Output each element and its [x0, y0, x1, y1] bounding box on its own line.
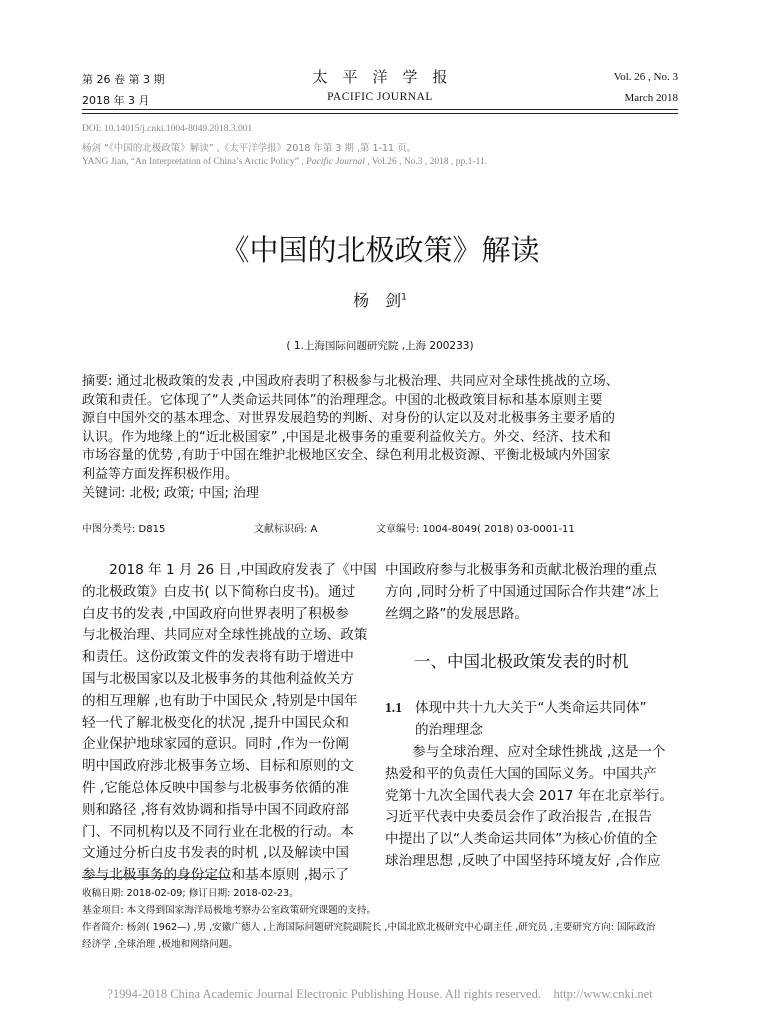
citation-en-suffix: , Vol.26 , No.3 , 2018 , pp.1-11. [364, 157, 488, 167]
body-line: 党第十九次全国代表大会 2017 年在北京举行。 [385, 787, 673, 804]
abstract [82, 373, 619, 503]
subsection-title-line: 的治理理念 [415, 721, 483, 738]
author-affiliation-marker: 1 [401, 292, 407, 303]
header-rule [82, 109, 678, 110]
body-line: 的相互理解 ,也有助于中国民众 ,特别是中国年 [82, 692, 358, 709]
copyright-footer: ?1994-2018 China Academic Journal Electronic Publishing House. All rights reserved. http://www.cnki.net [107, 987, 653, 1001]
abstract-line: 摘要: 通过北极政策的发表 ,中国政府表明了积极参与北极治理、共同应对全球性挑战的立场、 [82, 374, 619, 389]
footnote-received: 收稿日期: 2018-02-09; 修订日期: 2018-02-23。 [82, 888, 299, 899]
doi[interactable]: DOI: 10.14015/j.cnki.1004-8049.2018.3.001 [82, 124, 253, 134]
body-line: 白皮书的发表 ,中国政府向世界表明了积极参 [82, 605, 349, 622]
keywords: 关键词: 北极; 政策; 中国; 治理 [82, 485, 260, 501]
header-rule-thin [82, 113, 678, 114]
journal-title-en: PACIFIC JOURNAL [327, 91, 433, 103]
body-line: 明中国政府涉北极事务立场、目标和原则的文 [82, 758, 354, 775]
body-line: 国与北极国家以及北极事务的其他利益攸关方 [82, 670, 354, 687]
right-column [385, 560, 675, 625]
body-line: 轻一代了解北极变化的状况 ,提升中国民众和 [82, 714, 349, 731]
abstract-line: 认识。作为地缘上的“近北极国家” ,中国是北极事务的重要利益攸关方。外交、经济、技术和 [82, 429, 611, 445]
date-cn: 2018 年 3 月 [82, 94, 150, 107]
abstract-line: 源自中国外交的基本理念、对世界发展趋势的判断、对身份的认定以及对北极事务主要矛盾的 [82, 411, 616, 427]
body-line: 参与全球治理、应对全球性挑战 ,这是一个 [385, 744, 666, 760]
subsection-heading [385, 697, 647, 742]
volume-issue-cn: 第 26 卷 第 3 期 [82, 73, 165, 86]
body-line: 企业保护地球家园的意识。同时 ,作为一份阐 [82, 736, 349, 753]
footnote-rule [82, 877, 230, 878]
footnotes [82, 885, 655, 953]
body-line: 则和路径 ,将有效协调和指导中国不同政府部 [82, 801, 349, 818]
body-line: 2018 年 1 月 26 日 ,中国政府发表了《中国 [82, 562, 377, 578]
body-line: 球治理思想 ,反映了中国坚持环境友好 ,合作应 [385, 852, 661, 869]
body-line: 习近平代表中央委员会作了政治报告 ,在报告 [385, 809, 652, 826]
footnote-author-bio: 作者简介: 杨剑( 1962—) ,男 ,安徽广德人 ,上海国际问题研究院副院长 ,中国北欧北极研究中心副主任 ,研究员 ,主要研究方向: 国际政治 [82, 922, 656, 933]
citation-en [82, 157, 487, 167]
abstract-line: 政策和责任。它体现了“人类命运共同体”的治理理念。中国的北极政策目标和基本原则主要 [82, 392, 603, 408]
abstract-line: 利益等方面发挥积极作用。 [82, 466, 239, 482]
subsection-number: 1.1 [385, 700, 402, 715]
body-line: 中提出了以“人类命运共同体”为核心价值的全 [385, 831, 658, 848]
right-column-body [385, 742, 673, 873]
document-code: 文献标识码: A [254, 524, 318, 535]
date-en: March 2018 [624, 92, 678, 104]
footnote-author-bio-cont: 经济学 ,全球治理 ,极地和网络问题。 [82, 939, 239, 950]
article-number: 文章编号: 1004-8049( 2018) 03-0001-11 [376, 524, 575, 535]
author-name: 杨 剑 [353, 291, 402, 310]
citation-en-prefix: YANG Jian, “An Interpretation of China’s Arctic Policy” , [82, 157, 306, 167]
left-column [82, 560, 377, 887]
body-line: 文通过分析白皮书发表的时机 ,以及解读中国 [82, 845, 349, 862]
body-line: 热爱和平的负责任大国的国际义务。中国共产 [385, 765, 657, 782]
section-heading: 一、中国北极政策发表的时机 [414, 652, 629, 671]
volume-issue-en: Vol. 26 , No. 3 [613, 71, 678, 83]
body-line: 件 ,它能总体反映中国参与北极事务依循的准 [82, 779, 349, 796]
body-line: 与北极治理、共同应对全球性挑战的立场、政策 [82, 627, 368, 644]
article-title: 《中国的北极政策》解读 [220, 233, 540, 267]
body-line: 中国政府参与北极事务和贡献北极治理的重点 [385, 562, 657, 578]
body-line: 参与北极事务的身份定位和基本原则 ,揭示了 [82, 867, 349, 884]
author [0, 288, 760, 311]
citation-cn: 杨剑 “《中国的北极政策》解读” ,《太平洋学报》2018 年第 3 期 ,第 1-11 页。 [82, 143, 417, 154]
footnote-funding: 基金项目: 本文得到国家海洋局极地考察办公室政策研究课题的支持。 [82, 905, 377, 916]
subsection-title-line: 体现中共十九大关于“人类命运共同体” [415, 700, 647, 716]
journal-title-cn: 太 平 洋 学 报 [312, 68, 448, 86]
citation-en-journal: Pacific Journal [306, 157, 365, 167]
body-line: 门、不同机构以及不同行业在北极的行动。本 [82, 823, 354, 840]
affiliation: ( 1.上海国际问题研究院 ,上海 200233) [286, 340, 474, 352]
body-line: 丝绸之路”的发展思路。 [385, 605, 528, 622]
body-line: 的北极政策》白皮书( 以下简称白皮书)。通过 [82, 583, 356, 600]
body-line: 和责任。这份政策文件的发表将有助于增进中 [82, 649, 354, 666]
abstract-line: 市场容量的优势 ,有助于中国在维护北极地区安全、绿色利用北极资源、平衡北极域内外国家 [82, 448, 611, 464]
clc-number: 中图分类号: D815 [82, 524, 166, 535]
body-line: 方向 ,同时分析了中国通过国际合作共建“冰上 [385, 583, 659, 600]
